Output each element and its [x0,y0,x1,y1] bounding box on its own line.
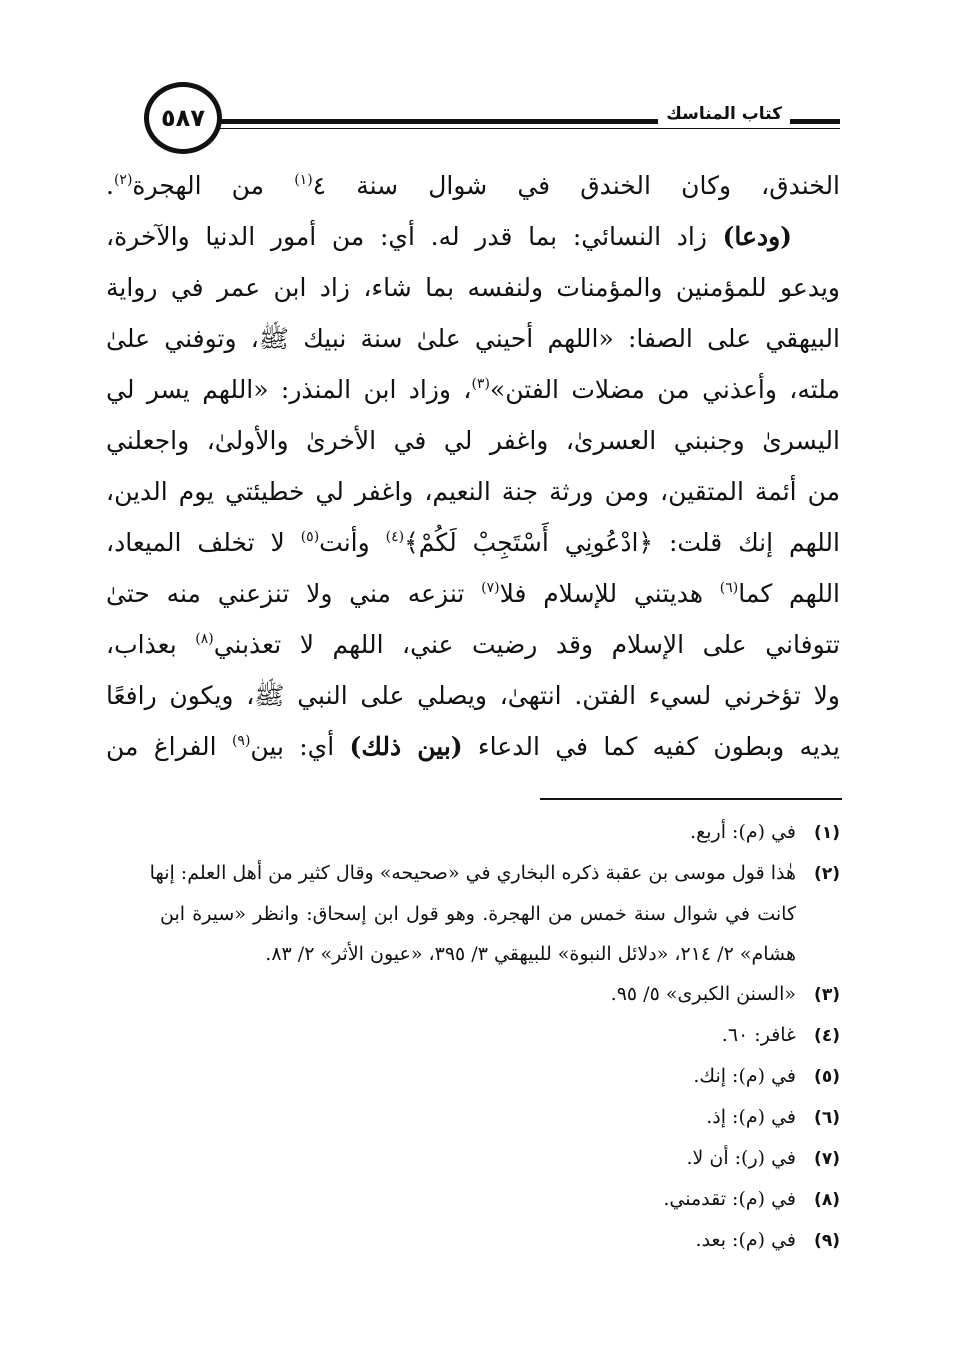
lemma: (ودعا) [722,222,792,251]
page-header [110,78,840,158]
footnote-ref: (٥) [300,529,320,545]
footnote-ref: (٨) [195,631,214,647]
footnote-number: (٣) [814,985,840,1005]
footnote-4: (٤)غافر: ٦٠. [160,1015,840,1056]
footnote-number: (٧) [814,1149,840,1169]
footnote-ref: (٧) [481,580,500,596]
footnote-number: (٦) [814,1108,840,1128]
footnote-ref: (١) [294,172,313,188]
footnote-2-line-1: (٢)هٰذا قول موسى بن عقبة ذكره البخاري في «صحيحه» وقال كثير من أهل العلم: إنها [160,853,840,894]
footnote-8: (٨)في (م): تقدمني. [160,1179,840,1220]
text-line-8: اللهم إنك قلت: ﴿ادْعُونِي أَسْتَجِبْ لَكُمْ﴾$^{(٤)}$ وأنت$^{(٥)}$ لا تخلف الميعاد، [106,528,840,557]
text-line-7: من أئمة المتقين، ومن ورثة جنة النعيم، واغفر لي خطيئتي يوم الدين، [106,477,841,506]
footnote-ref: (٤) [385,529,405,545]
footnote-ref: (٣) [471,376,490,392]
footnote-ref: (٩) [231,733,251,749]
footnote-number: (٩) [814,1231,840,1251]
footnote-2-line-2: كانت في شوال سنة خمس من الهجرة. وهو قول ابن إسحاق: وانظر «سيرة ابن [160,903,796,925]
page-number: ٥٨٧ [161,104,205,132]
header-rule-thin [210,128,840,129]
footnote-1: (١)في (م): أربع. [160,812,840,853]
footnotes [149,812,840,1261]
footnote-2-line-3: هشام» ٢/ ٢١٤، «دلائل النبوة» للبيهقي ٣/ ٣٩٥، «عيون الأثر» ٢/ ٨٣. [265,943,796,965]
text-line-5: ملته، وأعذني من مضلات الفتن»$^{(٣)}$، وزاد ابن المنذر: «اللهم يسر لي [106,375,840,404]
text-line-6: اليسرىٰ وجنبني العسرىٰ، واغفر لي في الأخرىٰ والأولىٰ، واجعلني [106,426,840,455]
text-line-1: الخندق، وكان الخندق في شوال سنة ٤$^{(١)}$ من الهجرة$^{(٢)}$. [106,171,841,200]
text-line-3: ويدعو للمؤمنين والمؤمنات ولنفسه بما شاء، زاد ابن عمر في رواية [106,273,840,302]
text-line-11: ولا تؤخرني لسيء الفتن. انتهىٰ، ويصلي على النبي ﷺ، ويكون رافعًا [106,681,840,710]
footnote-number: (٨) [814,1190,840,1210]
footnote-7: (٧)في (ر): أن لا. [160,1138,840,1179]
footnote-3: (٣)«السنن الكبرى» ٥/ ٩٥. [160,974,840,1015]
text-line-2: (ودعا) زاد النسائي: بما قدر له. أي: من أمور الدنيا والآخرة، [106,222,792,251]
footnote-number: (١) [814,823,840,843]
main-text [106,160,840,772]
footnote-number: (٤) [814,1026,840,1046]
footnote-5: (٥)في (م): إنك. [160,1056,840,1097]
footnote-ref: (٢) [113,172,133,188]
text-line-9: اللهم كما$^{(٦)}$ هديتني للإسلام فلا$^{(٧)}$ تنزعه مني ولا تنزعني منه حتىٰ [106,579,841,608]
footnote-ref: (٦) [719,580,739,596]
text-line-12: يديه وبطون كفيه كما في الدعاء (بين ذلك) أي: بين$^{(٩)}$ الفراغ من [106,732,841,761]
text-line-10: تتوفاني على الإسلام وقد رضيت عني، اللهم لا تعذبني$^{(٨)}$ بعذاب، [106,630,841,659]
text-line-4: البيهقي على الصفا: «اللهم أحيني علىٰ سنة نبيك ﷺ، وتوفني علىٰ [106,324,840,353]
running-head: كتاب المناسك [658,104,790,124]
lemma: (بين ذلك) [349,732,463,761]
footnote-separator [540,798,842,800]
footnote-9: (٩)في (م): بعد. [160,1220,840,1261]
page-number-badge [144,82,222,154]
footnote-number: (٢) [814,864,840,884]
footnote-number: (٥) [814,1067,840,1087]
footnote-6: (٦)في (م): إذ. [160,1097,840,1138]
